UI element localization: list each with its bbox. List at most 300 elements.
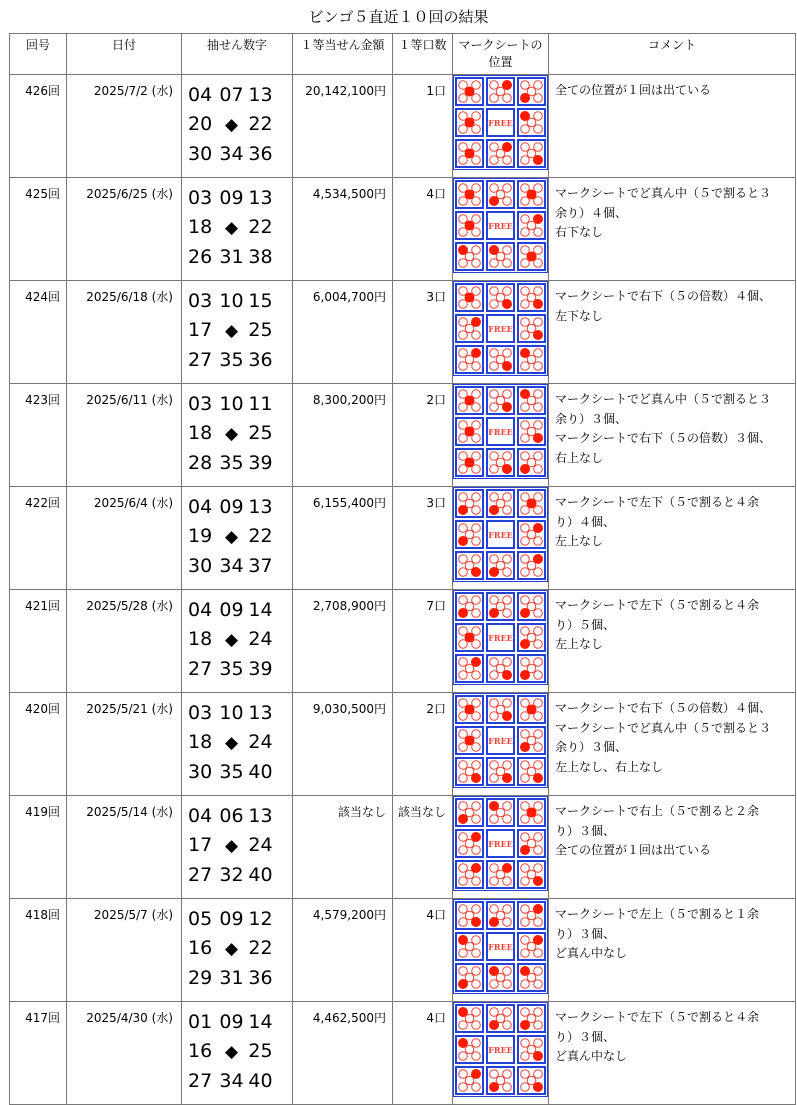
empty-circle [521, 568, 530, 577]
drawn-number: 10 [219, 702, 244, 724]
empty-circle [521, 537, 530, 546]
drawn-number: 31 [219, 967, 244, 989]
empty-circle [472, 331, 481, 340]
result-row [10, 1002, 796, 1105]
empty-circle [503, 287, 512, 296]
mark-cell-graphic [457, 388, 482, 413]
empty-circle [521, 228, 530, 237]
mark-cell [517, 551, 546, 580]
empty-circle [534, 640, 543, 649]
empty-circle [534, 815, 543, 824]
comment [549, 899, 796, 1002]
result-row [10, 178, 796, 281]
empty-circle [459, 555, 468, 564]
empty-circle [472, 246, 481, 255]
mark-cell [517, 448, 546, 477]
marked-dot [489, 1082, 499, 1092]
empty-circle [503, 1070, 512, 1079]
mark-cell [486, 448, 515, 477]
free-cell: FREE [486, 829, 515, 858]
empty-circle [459, 1083, 468, 1092]
mark-cell [455, 695, 484, 724]
mark-cell [455, 520, 484, 549]
mark-sheet-position [453, 487, 549, 590]
drawn-number: 13 [248, 702, 273, 724]
empty-circle [472, 197, 481, 206]
mark-cell-graphic [488, 903, 513, 928]
free-diamond-icon: ◆ [224, 939, 239, 959]
mark-cell [517, 417, 546, 446]
mark-cell [517, 726, 546, 755]
empty-circle [534, 980, 543, 989]
empty-circle [521, 658, 530, 667]
comment-line: 左上なし [555, 637, 604, 651]
mark-cell [486, 798, 515, 827]
drawn-number: 40 [248, 864, 273, 886]
empty-circle [472, 362, 481, 371]
empty-circle [534, 568, 543, 577]
empty-circle [459, 640, 468, 649]
empty-circle [459, 761, 468, 770]
mark-cell-graphic [457, 182, 482, 207]
marked-dot [458, 814, 468, 824]
first-prize-count: 1口 [393, 75, 453, 178]
empty-circle [503, 493, 512, 502]
empty-circle [465, 324, 474, 333]
mark-sheet-position [453, 693, 549, 796]
mark-cell-graphic [519, 110, 544, 135]
empty-circle [527, 530, 536, 539]
numbers-line [188, 140, 292, 169]
mark-cell-graphic [519, 594, 544, 619]
empty-circle [527, 561, 536, 570]
result-row [10, 693, 796, 796]
draw-date: 2025/5/28 (水) [67, 590, 182, 693]
mark-cell [517, 592, 546, 621]
marked-dot [458, 608, 468, 618]
empty-circle [534, 609, 543, 618]
empty-circle [459, 949, 468, 958]
mark-cell-graphic [457, 419, 482, 444]
free-diamond-icon: ◆ [224, 630, 239, 650]
empty-circle [472, 1052, 481, 1061]
empty-circle [521, 125, 530, 134]
empty-circle [472, 609, 481, 618]
mark-sheet-grid [453, 487, 548, 582]
free-diamond-icon: ◆ [224, 424, 239, 444]
mark-cell-graphic [457, 141, 482, 166]
empty-circle [527, 911, 536, 920]
drawn-number: 18 [188, 422, 213, 444]
empty-circle [534, 627, 543, 636]
mark-cell-graphic [457, 862, 482, 887]
free-cell: FREE [486, 1035, 515, 1064]
empty-circle [521, 362, 530, 371]
drawn-number: 04 [188, 84, 213, 106]
comment-line: り）５個、 [555, 617, 616, 632]
mark-cell-graphic [457, 625, 482, 650]
empty-circle [459, 524, 468, 533]
mark-cell [486, 901, 515, 930]
empty-circle [534, 949, 543, 958]
mark-cell [486, 757, 515, 786]
empty-circle [503, 349, 512, 358]
marked-dot [520, 464, 530, 474]
draw-number: 421回 [10, 590, 67, 693]
empty-circle [490, 465, 499, 474]
comment-line: マークシートでど真ん中（５で割ると３ [555, 186, 772, 200]
mark-cell-graphic [457, 903, 482, 928]
mark-cell [455, 592, 484, 621]
comment-line: マークシートで右下（５の倍数）３個、 [555, 431, 772, 445]
mark-cell-graphic [457, 491, 482, 516]
numbers-line [188, 287, 292, 316]
mark-sheet-grid [453, 178, 548, 273]
mark-sheet-grid [453, 899, 548, 994]
mark-cell [455, 860, 484, 889]
mark-cell-graphic [488, 244, 513, 269]
empty-circle [459, 1021, 468, 1030]
empty-circle [490, 699, 499, 708]
mark-cell [455, 448, 484, 477]
mark-cell [486, 551, 515, 580]
drawn-number: 19 [188, 525, 213, 547]
mark-cell [455, 551, 484, 580]
mark-cell-graphic [457, 285, 482, 310]
mark-cell [517, 139, 546, 168]
empty-circle [521, 524, 530, 533]
result-row [10, 796, 796, 899]
mark-sheet-grid [453, 384, 548, 479]
empty-circle [472, 980, 481, 989]
free-diamond-icon: ◆ [224, 115, 239, 135]
drawn-number: 27 [188, 658, 213, 680]
drawn-number: 10 [219, 393, 244, 415]
drawn-number: 22 [248, 113, 273, 135]
empty-circle [465, 1045, 474, 1054]
first-prize-amount: 4,579,200円 [293, 899, 393, 1002]
drawn-number: 27 [188, 349, 213, 371]
empty-circle [521, 259, 530, 268]
comment-line: 全ての位置が１回は出ている [555, 83, 712, 97]
empty-circle [534, 403, 543, 412]
empty-circle [490, 81, 499, 90]
empty-circle [459, 94, 468, 103]
mark-cell-graphic [519, 450, 544, 475]
mark-cell [455, 726, 484, 755]
numbers-line [188, 1067, 292, 1096]
drawn-number: 16 [188, 1040, 213, 1062]
empty-circle [465, 355, 474, 364]
free-cell: FREE [486, 314, 515, 343]
empty-circle [521, 318, 530, 327]
drawn-number: 10 [219, 290, 244, 312]
empty-circle [534, 1008, 543, 1017]
empty-circle [472, 259, 481, 268]
mark-cell-graphic [457, 450, 482, 475]
empty-circle [521, 287, 530, 296]
empty-circle [459, 125, 468, 134]
mark-sheet-grid [453, 75, 548, 170]
draw-number: 425回 [10, 178, 67, 281]
empty-circle [521, 833, 530, 842]
empty-circle [490, 1008, 499, 1017]
comment-line: り）４個、 [555, 514, 616, 529]
mark-cell-graphic [519, 522, 544, 547]
empty-circle [534, 143, 543, 152]
drawn-number: 34 [219, 143, 244, 165]
numbers-line [188, 596, 292, 625]
drawn-number: 38 [248, 246, 273, 268]
empty-circle [490, 864, 499, 873]
mark-cell-graphic [457, 522, 482, 547]
numbers-line [188, 655, 292, 684]
marked-dot [533, 299, 543, 309]
numbers-line [188, 1037, 292, 1067]
mark-sheet-position [453, 281, 549, 384]
empty-circle [503, 184, 512, 193]
empty-circle [472, 967, 481, 976]
mark-cell-graphic [519, 1037, 544, 1062]
empty-circle [490, 980, 499, 989]
drawn-number: 17 [188, 319, 213, 341]
mark-cell [455, 345, 484, 374]
empty-circle [521, 905, 530, 914]
empty-circle [521, 143, 530, 152]
mark-cell [517, 654, 546, 683]
mark-cell [486, 860, 515, 889]
mark-cell [455, 757, 484, 786]
empty-circle [490, 774, 499, 783]
mark-cell-graphic [488, 450, 513, 475]
empty-circle [521, 331, 530, 340]
mark-cell-graphic [457, 800, 482, 825]
comment [549, 75, 796, 178]
drawn-number: 25 [248, 1040, 273, 1062]
mark-cell [455, 829, 484, 858]
drawn-number: 09 [219, 908, 244, 930]
drawn-number: 11 [248, 393, 273, 415]
mark-cell-graphic [519, 697, 544, 722]
empty-circle [534, 671, 543, 680]
empty-circle [503, 555, 512, 564]
empty-circle [521, 1008, 530, 1017]
marked-dot [458, 979, 468, 989]
empty-circle [459, 156, 468, 165]
empty-circle [472, 465, 481, 474]
comment-line: ど真ん中なし [555, 946, 628, 960]
marked-dot [533, 1051, 543, 1061]
mark-cell-graphic [488, 1006, 513, 1031]
first-prize-count: 3口 [393, 281, 453, 384]
marked-dot [471, 567, 481, 577]
drawn-number: 03 [188, 290, 213, 312]
comment-line: 余り）３個、 [555, 411, 628, 426]
empty-circle [503, 761, 512, 770]
result-row [10, 487, 796, 590]
mark-cell-graphic [488, 1068, 513, 1093]
mark-cell [455, 211, 484, 240]
empty-circle [521, 215, 530, 224]
comment [549, 178, 796, 281]
empty-circle [459, 362, 468, 371]
mark-cell-graphic [519, 862, 544, 887]
comment-line: マークシートでど真ん中（５で割ると３ [555, 392, 772, 406]
mark-sheet-position [453, 178, 549, 281]
drawn-number: 40 [248, 1070, 273, 1092]
drawn-numbers [182, 693, 293, 796]
mark-cell-graphic [488, 388, 513, 413]
free-diamond-icon: ◆ [224, 1042, 239, 1062]
mark-cell-graphic [519, 316, 544, 341]
empty-circle [521, 980, 530, 989]
empty-circle [490, 555, 499, 564]
empty-circle [472, 125, 481, 134]
draw-date: 2025/5/21 (水) [67, 693, 182, 796]
mark-cell-graphic [457, 965, 482, 990]
mark-cell [517, 695, 546, 724]
mark-cell-graphic [488, 594, 513, 619]
empty-circle [490, 452, 499, 461]
mark-cell-graphic [519, 625, 544, 650]
mark-cell [517, 798, 546, 827]
mark-cell-graphic [519, 419, 544, 444]
drawn-number: 17 [188, 834, 213, 856]
drawn-number: 36 [248, 143, 273, 165]
empty-circle [534, 1070, 543, 1079]
result-row [10, 899, 796, 1002]
draw-date: 2025/5/14 (水) [67, 796, 182, 899]
empty-circle [472, 640, 481, 649]
mark-cell-graphic [519, 1068, 544, 1093]
empty-circle [534, 287, 543, 296]
mark-cell [455, 77, 484, 106]
drawn-number: 37 [248, 555, 273, 577]
numbers-line [188, 905, 292, 934]
drawn-number: 39 [248, 658, 273, 680]
mark-sheet-position [453, 590, 549, 693]
result-row [10, 75, 796, 178]
free-diamond-icon: ◆ [224, 218, 239, 238]
marked-dot [471, 917, 481, 927]
empty-circle [521, 918, 530, 927]
empty-circle [490, 905, 499, 914]
empty-circle [521, 815, 530, 824]
mark-cell-graphic [488, 965, 513, 990]
empty-circle [534, 846, 543, 855]
first-prize-count: 7口 [393, 590, 453, 693]
drawn-number: 14 [248, 1011, 273, 1033]
drawn-number: 32 [219, 864, 244, 886]
mark-cell [517, 345, 546, 374]
mark-cell [455, 139, 484, 168]
mark-cell-graphic [457, 1037, 482, 1062]
empty-circle [521, 156, 530, 165]
empty-circle [534, 730, 543, 739]
empty-circle [521, 761, 530, 770]
mark-cell [486, 180, 515, 209]
empty-circle [490, 143, 499, 152]
comment-line: 右上なし [555, 450, 604, 465]
empty-circle [503, 1021, 512, 1030]
drawn-number: 31 [219, 246, 244, 268]
drawn-number: 35 [219, 761, 244, 783]
empty-circle [534, 967, 543, 976]
comment-line: り）３個、 [555, 823, 616, 838]
draw-date: 2025/5/7 (水) [67, 899, 182, 1002]
empty-circle [503, 905, 512, 914]
empty-circle [521, 730, 530, 739]
mark-cell [455, 489, 484, 518]
mark-cell [517, 860, 546, 889]
empty-circle [465, 1076, 474, 1085]
drawn-number: 25 [248, 422, 273, 444]
marked-dot [502, 402, 512, 412]
drawn-number: 20 [188, 113, 213, 135]
empty-circle [534, 918, 543, 927]
empty-circle [472, 671, 481, 680]
draw-date: 2025/6/4 (水) [67, 487, 182, 590]
drawn-numbers [182, 590, 293, 693]
marked-dot [533, 876, 543, 886]
drawn-number: 35 [219, 658, 244, 680]
drawn-numbers [182, 178, 293, 281]
empty-circle [534, 125, 543, 134]
free-diamond-icon: ◆ [224, 836, 239, 856]
empty-circle [496, 870, 505, 879]
empty-circle [459, 967, 468, 976]
marked-dot [502, 670, 512, 680]
free-cell: FREE [486, 623, 515, 652]
mark-cell [517, 314, 546, 343]
draw-date: 2025/6/11 (水) [67, 384, 182, 487]
mark-cell-graphic [457, 1068, 482, 1093]
drawn-number: 22 [248, 525, 273, 547]
numbers-line [188, 861, 292, 890]
empty-circle [521, 712, 530, 721]
first-prize-count: 2口 [393, 384, 453, 487]
empty-circle [527, 942, 536, 951]
result-row [10, 384, 796, 487]
empty-circle [521, 403, 530, 412]
drawn-number: 40 [248, 761, 273, 783]
comment [549, 796, 796, 899]
empty-circle [490, 390, 499, 399]
empty-circle [521, 1083, 530, 1092]
comment-line: マークシートで左下（５で割ると４余 [555, 1010, 760, 1024]
first-prize-amount: 4,534,500円 [293, 178, 393, 281]
empty-circle [496, 808, 505, 817]
draw-date: 2025/4/30 (水) [67, 1002, 182, 1105]
mark-cell [455, 901, 484, 930]
mark-cell [486, 489, 515, 518]
empty-circle [490, 259, 499, 268]
mark-cell [517, 180, 546, 209]
free-cell: FREE [486, 932, 515, 961]
empty-circle [459, 259, 468, 268]
mark-cell [486, 77, 515, 106]
mark-cell [486, 592, 515, 621]
mark-cell [486, 654, 515, 683]
drawn-numbers [182, 1002, 293, 1105]
numbers-line [188, 184, 292, 213]
empty-circle [490, 596, 499, 605]
numbers-line [188, 493, 292, 522]
mark-sheet-position [453, 796, 549, 899]
drawn-number: 18 [188, 731, 213, 753]
empty-circle [459, 671, 468, 680]
mark-cell [517, 108, 546, 137]
